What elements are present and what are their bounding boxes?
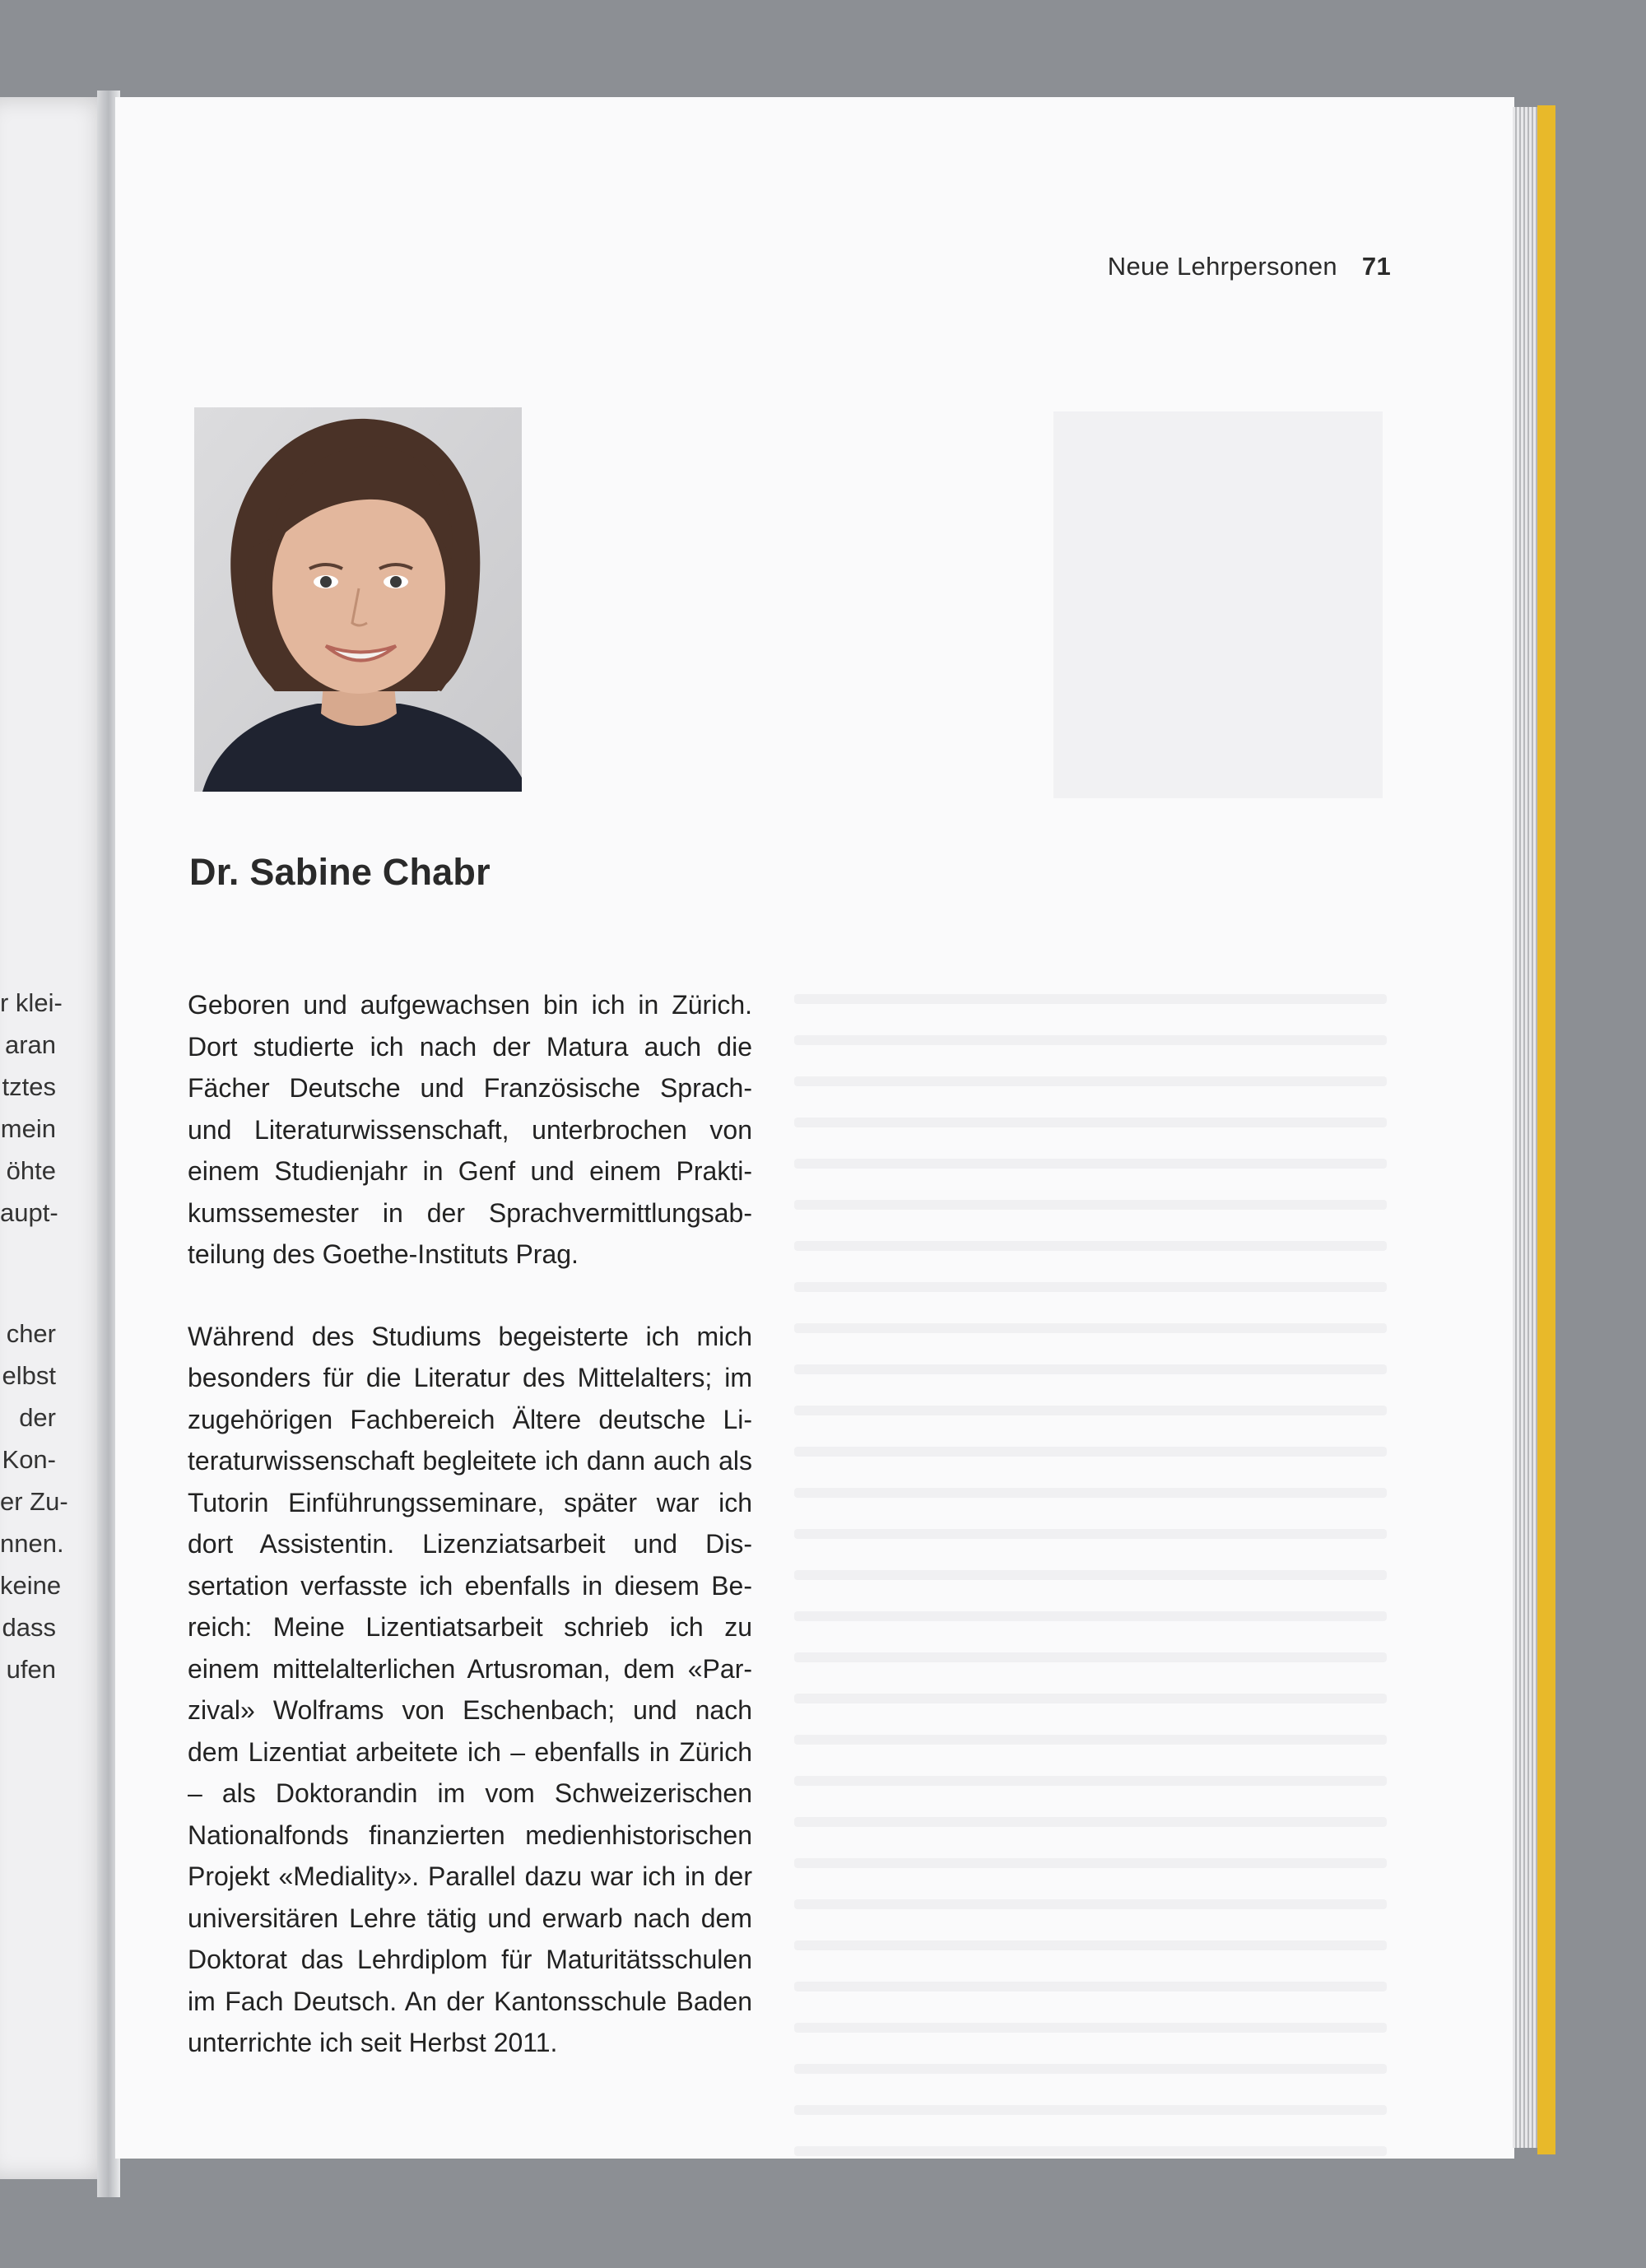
page-stack-edge xyxy=(1513,107,1537,2148)
bleed-through-photo xyxy=(1053,411,1383,798)
person-name: Dr. Sabine Chabr xyxy=(189,851,491,893)
fragment-line: Kon- xyxy=(2,1445,56,1474)
fragment-line: mein xyxy=(0,1114,56,1143)
fragment-line: keine xyxy=(0,1571,62,1600)
fragment-line: aupt- xyxy=(0,1198,58,1227)
portrait-photo xyxy=(194,407,522,792)
fragment-line: nnen. xyxy=(0,1529,64,1558)
fragment-line: elbst xyxy=(2,1361,56,1390)
fragment-line: er Zu- xyxy=(0,1487,68,1516)
fragment-line: ufen xyxy=(6,1655,56,1684)
page-number: 71 xyxy=(1361,252,1391,281)
fragment-gap xyxy=(0,1234,56,1313)
fragment-line: öhte xyxy=(6,1156,56,1185)
running-head xyxy=(905,252,1391,281)
bleed-through-text xyxy=(794,994,1387,2187)
bio-paragraph: Während des Studiums begeisterte ich mich besonders für die Literatur des Mittelalters; im zugehörigen Fachbereich Ältere deutsche Literaturwissenschaft begleitete ich dann auch als Tutorin Einführungsseminare, später war ich dort Assistentin. Lizenziatsarbeit und Dissertation verfasste ich ebenfalls in diesem Bereich: Meine Lizentiatsarbeit schrieb ich zu einem mittelalterlichen Artusroman, dem «Parzival» Wolframs von Eschenbach; und nach dem Lizentiat arbeitete ich – ebenfalls in Zürich – als Doktorandin im vom Schweizerischen Nationalfonds finanzierten medienhistorischen Projekt «Mediality». Parallel dazu war ich in der universitären Lehre tätig und erwarb nach dem Doktorat das Lehrdiplom für Maturitätsschulen im Fach Deutsch. An der Kantonsschule Baden unterrichte ich seit Herbst 2011. xyxy=(188,1321,752,2057)
biography xyxy=(188,984,752,2104)
bio-paragraph: Geboren und aufgewachsen bin ich in Zürich. Dort studierte ich nach der Matura auch die Fächer Deutsche und Französische Sprach- und Literaturwissenschaft, unterbrochen von einem Studienjahr in Genf und einem Praktikumssemester in der Sprachvermittlungsabteilung des Goethe-Instituts Prag. xyxy=(188,990,752,1269)
cover-edge xyxy=(1537,105,1555,2154)
fragment-line: dass xyxy=(2,1613,56,1642)
fragment-line: der xyxy=(19,1403,56,1432)
portrait-illustration xyxy=(194,407,522,792)
section-title: Neue Lehrpersonen xyxy=(1107,252,1337,281)
fragment-line: tztes xyxy=(2,1072,56,1101)
left-page-text-fragments xyxy=(0,982,68,1690)
fragment-line: r klei- xyxy=(0,988,63,1017)
fragment-line: cher xyxy=(6,1319,56,1348)
fragment-line: aran xyxy=(4,1030,56,1059)
